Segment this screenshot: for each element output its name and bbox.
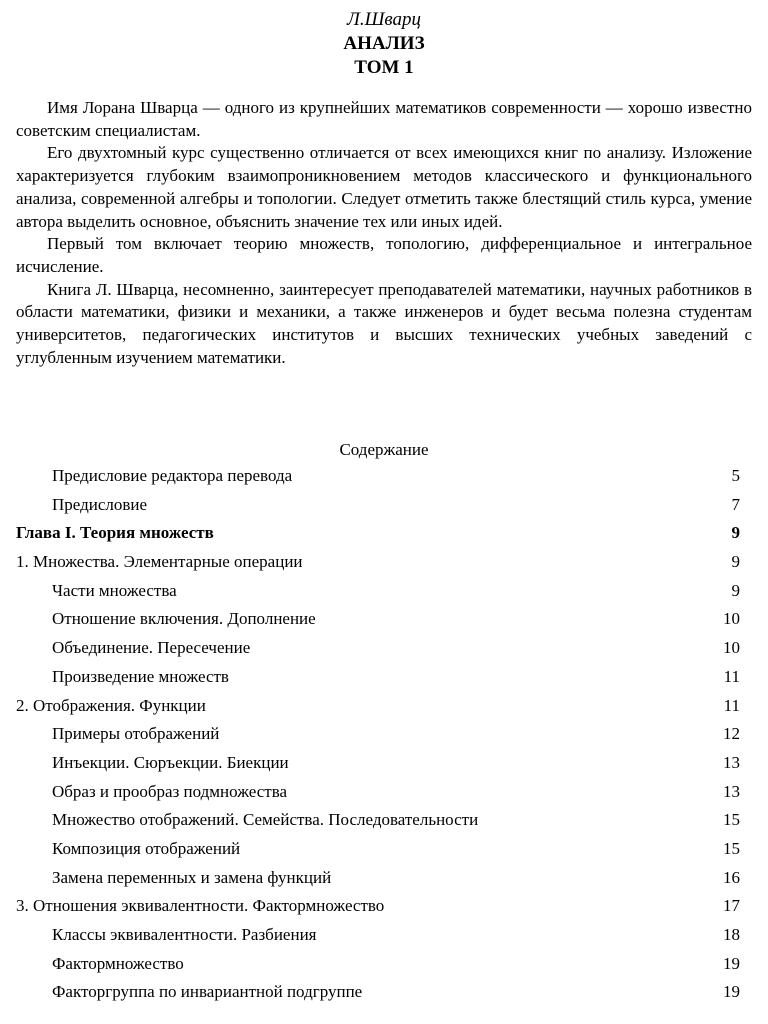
abstract-paragraph: Книга Л. Шварца, несомненно, заинтересует преподавателей математики, научных работников в области математики, физики и механики, а также инженеров и будет весьма полезна студентам университетов, педагогических институтов и высших технических учебных заведений с углубленным изучением математики. (16, 279, 752, 367)
toc-entry-page: 18 (723, 925, 740, 944)
toc-entry-label: Части множества (52, 580, 177, 600)
toc-entry-label: Композиция отображений (52, 838, 241, 858)
toc-entry-label: Образ и прообраз подмножества (52, 781, 288, 801)
toc-entry (0, 519, 768, 548)
toc-entry (0, 892, 768, 921)
toc-entry-page: 13 (723, 752, 740, 772)
toc-entry-label: Произведение множеств (52, 666, 229, 686)
toc-entry-page: 13 (723, 781, 740, 801)
toc-entry-label: Глава I. Теория множеств (16, 523, 214, 543)
book-abstract (16, 97, 752, 369)
toc-entry-page: 12 (723, 724, 740, 744)
toc-entry-page: 15 (723, 810, 740, 830)
toc-entry-page: 9 (731, 580, 740, 600)
abstract-paragraph: Первый том включает теорию множеств, топологию, дифференциальное и интегральное исчисление. (16, 234, 752, 276)
book-volume: ТОМ 1 (354, 57, 414, 78)
toc-entry (0, 806, 768, 835)
toc-entry-label: Объединение. Пересечение (52, 638, 251, 658)
toc-entry (0, 634, 768, 663)
toc-entry (0, 864, 768, 893)
toc-entry-label: Замена переменных и замена функций (52, 867, 332, 887)
book-author: Л.Шварц (346, 9, 422, 30)
toc-entry-label: Отношение включения. Дополнение (52, 609, 316, 629)
book-title: АНАЛИЗ (343, 33, 425, 54)
toc-entry-page: 9 (731, 523, 740, 543)
toc-entry (0, 835, 768, 864)
toc-entry-page: 19 (723, 953, 740, 973)
toc-entry-label: Множество отображений. Семейства. Последовательности (52, 810, 479, 830)
toc-entry-label: Инъекции. Сюръекции. Биекции (52, 752, 289, 772)
toc-entry-label: Классы эквивалентности. Разбиения (52, 925, 317, 944)
toc-entry-page: 16 (723, 867, 740, 887)
toc-entry (0, 950, 768, 979)
toc-entry-label: 2. Отображения. Функции (16, 695, 206, 715)
toc-entry-label: Факторгруппа по инвариантной подгруппе (52, 982, 363, 1002)
toc-entry (0, 462, 768, 491)
toc-entry-page: 10 (723, 609, 740, 629)
toc-entry-page: 7 (731, 494, 740, 514)
toc-entry-label: Фактормножество (52, 953, 184, 973)
toc-entry (0, 720, 768, 749)
toc-entry-label: Примеры отображений (52, 724, 220, 744)
toc-entry-page: 10 (723, 638, 740, 658)
toc-entry-label: 1. Множества. Элементарные операции (16, 552, 303, 572)
table-of-contents (0, 462, 768, 1007)
toc-entry (0, 778, 768, 807)
book-header (0, 0, 768, 80)
toc-entry (0, 978, 768, 1007)
toc-entry (0, 548, 768, 577)
toc-heading: Содержание (339, 440, 429, 459)
abstract-paragraph: Его двухтомный курс существенно отличается от всех имеющихся книг по анализу. Изложение характеризуется глубоким взаимопроникновением методов классического и функционального анализа, современной алгебры и топологии. Следует отметить также блестящий стиль курса, умение автора выделить основное, объяснить значение тех или иных идей. (16, 143, 752, 231)
toc-entry-page: 15 (723, 838, 740, 858)
toc-entry-page: 19 (723, 982, 740, 1002)
toc-entry-page: 11 (723, 666, 740, 686)
toc-entry-page: 17 (723, 896, 740, 916)
toc-entry (0, 921, 768, 950)
toc-entry (0, 749, 768, 778)
toc-entry (0, 491, 768, 520)
toc-entry-page: 5 (731, 466, 740, 485)
toc-entry (0, 663, 768, 692)
toc-entry (0, 577, 768, 606)
toc-entry (0, 605, 768, 634)
abstract-paragraph: Имя Лорана Шварца — одного из крупнейших математиков современности — хорошо известно советским специалистам. (16, 98, 752, 140)
toc-entry-page: 11 (723, 695, 740, 715)
toc-entry-page: 9 (731, 552, 740, 572)
toc-entry-label: Предисловие (52, 494, 148, 514)
toc-entry-label: 3. Отношения эквивалентности. Фактормножество (16, 896, 385, 916)
toc-entry-label: Предисловие редактора перевода (52, 466, 293, 485)
toc-entry (0, 692, 768, 721)
